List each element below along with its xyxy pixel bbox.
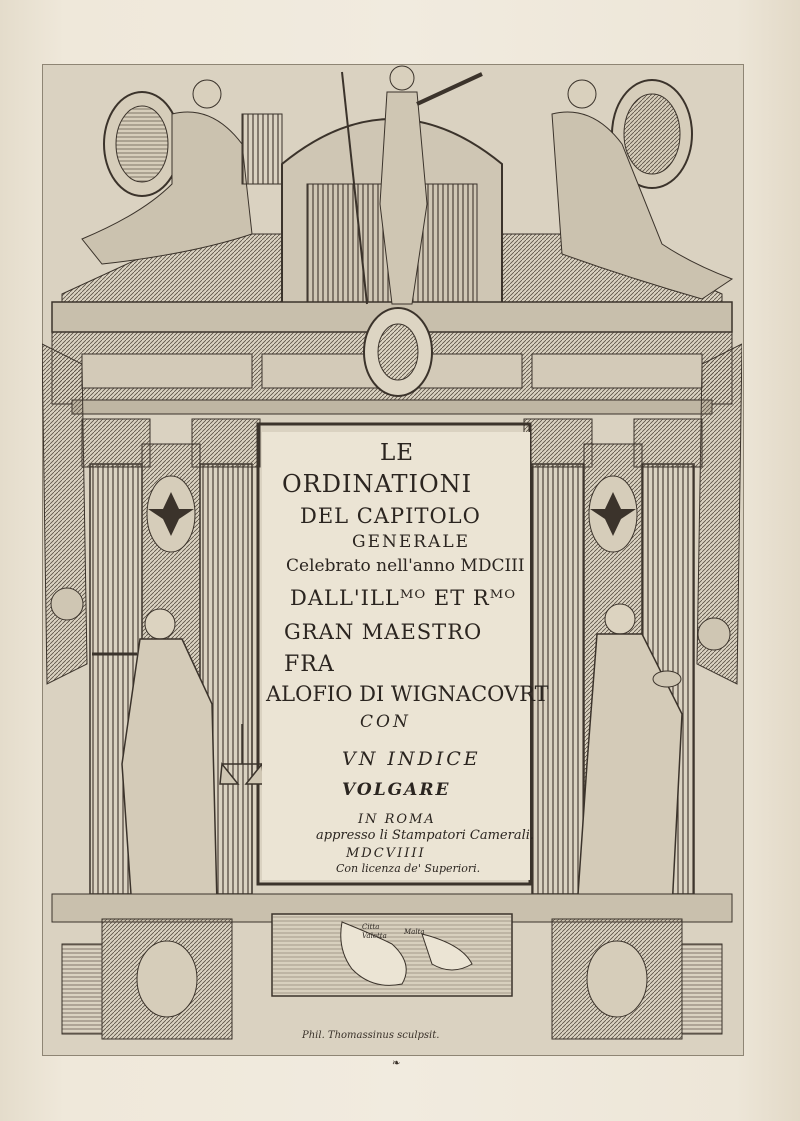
title-line-celebrato: Celebrato nell'anno MDCIII <box>286 556 525 576</box>
right-trophy-of-arms <box>697 344 742 684</box>
map-label-valetta: Valetta <box>362 932 387 940</box>
map-label-citta: Citta <box>362 923 380 931</box>
imprint-year: MDCVIIII <box>346 846 426 861</box>
map-label-malta: Malta <box>404 928 425 936</box>
title-line-alofio: ALOFIO DI WIGNACOVRT <box>266 682 549 706</box>
page-ornament-icon: ❧ <box>392 1058 401 1069</box>
map-of-malta-panel <box>272 914 512 996</box>
title-line-le: LE <box>380 440 415 466</box>
engraver-signature: Phil. Thomassinus sculpsit. <box>302 1030 440 1041</box>
title-line-dall-ill: DALL'ILLᴹᴼ ET Rᴹᴼ <box>290 586 517 610</box>
title-line-con: CON <box>360 712 411 732</box>
title-line-ordinationi: ORDINATIONI <box>282 470 473 498</box>
title-line-gran-maestro: GRAN MAESTRO <box>284 620 483 644</box>
imprint-license: Con licenza de' Superiori. <box>336 862 481 875</box>
imprint-printer: appresso li Stampatori Camerali. <box>316 828 535 843</box>
title-line-del-capitolo: DEL CAPITOLO <box>300 504 481 528</box>
title-tablet <box>262 432 549 880</box>
left-trophy-of-arms <box>42 344 87 684</box>
title-line-vn-indice: VN INDICE <box>342 748 481 770</box>
imprint-place: IN ROMA <box>358 812 436 827</box>
title-line-fra: FRA <box>284 652 335 677</box>
title-line-volgare: VOLGARE <box>342 780 451 800</box>
title-line-generale: GENERALE <box>352 532 471 552</box>
